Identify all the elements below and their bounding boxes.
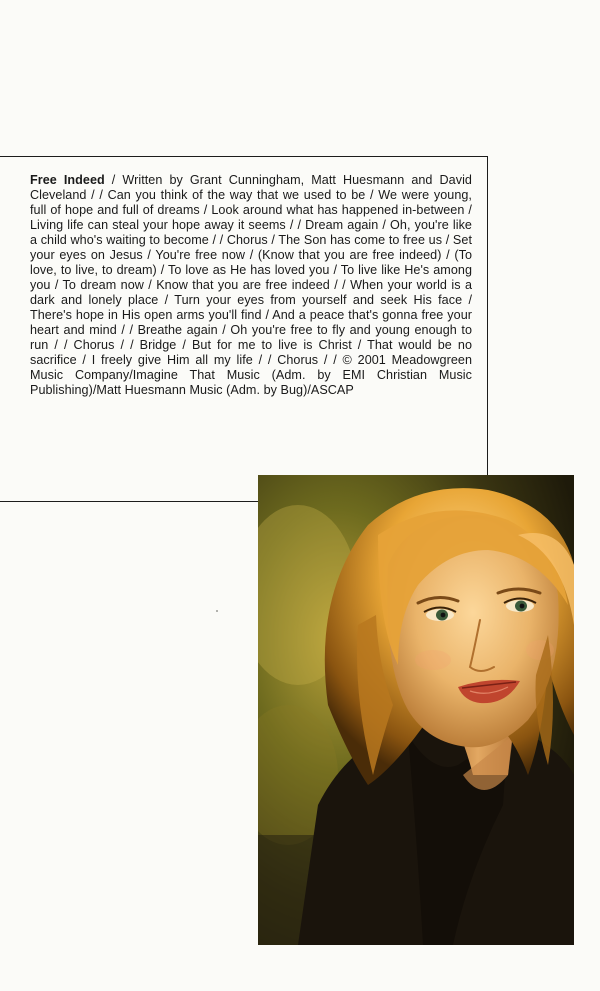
lyrics-body: / Written by Grant Cunningham, Matt Huesmann and David Cleveland / / Can you think of the way that we used to be / We were young, full of hope and full of dreams / Look around what has happened in-between / Living life can steal your hope away it seems / / Dream again / Oh, you're like a child who's waiting to become / / Chorus / The Son has come to free us / Set your eyes on Jesus / You're free now / (Know that you are free indeed) / (To love, to live, to dream) / To love as He has loved you / To live like He's among you / To dream now / Know that you are free indeed / / When your world is a dark and lonely place / Turn your eyes from yourself and seek His face / There's hope in His open arms you'll find / And a peace that's gonna free your heart and mind / / Breathe again / Oh you're free to fly and young enough to run / / Chorus / / Bridge / But for me to live is Christ / That would be no sacrifice / I freely give Him all my life / / Chorus / / © 2001 Meadowgreen Music Company/Imagine That Music (Adm. by EMI Christian Music Publishing)/Matt Huesmann Music (Adm. by Bug)/ASCAP [30,173,472,397]
paper-speck [216,610,218,612]
artist-portrait-illustration [258,475,574,945]
artist-photo [258,475,574,945]
song-title: Free Indeed [30,173,105,187]
lyrics-text [30,173,472,398]
